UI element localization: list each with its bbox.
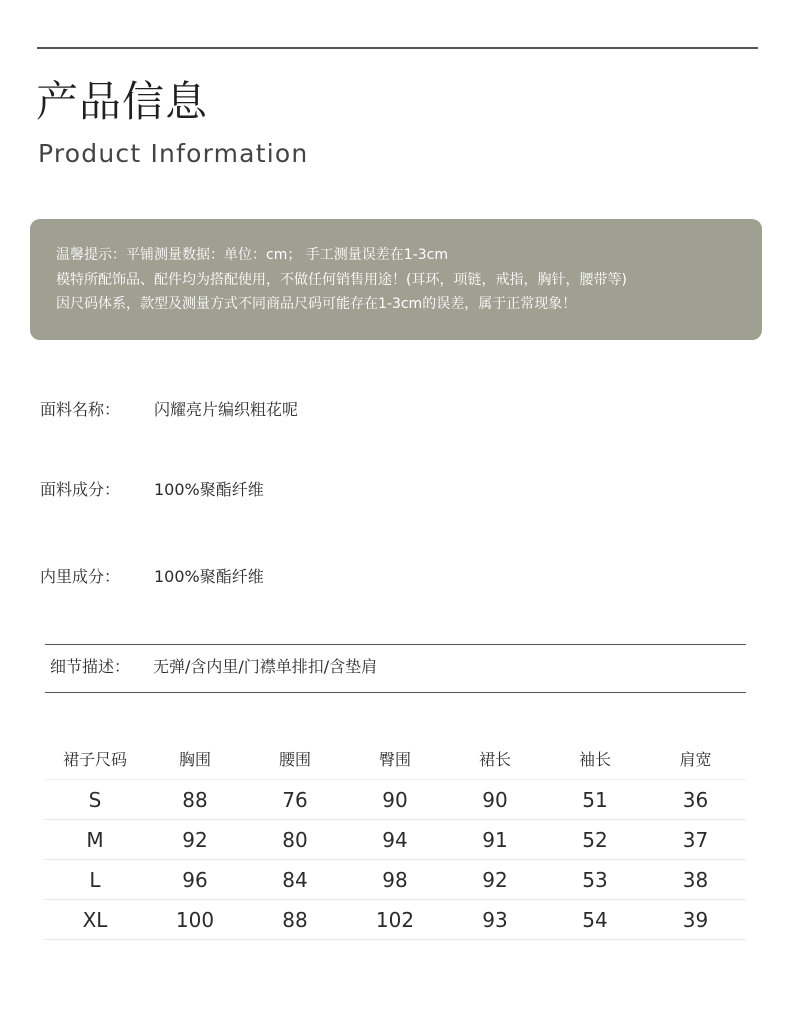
header-cell: 裙长 <box>478 750 511 769</box>
details-value: 无弹/含内里/门襟单排扣/含垫肩 <box>153 657 378 676</box>
lining-composition-label: 内里成分： <box>40 567 121 586</box>
table-cell: L <box>89 868 101 892</box>
fabric-name-label: 面料名称： <box>40 400 121 419</box>
table-cell: 76 <box>282 788 308 812</box>
header-cell: 臀围 <box>378 750 411 769</box>
table-row <box>45 820 746 860</box>
notice-line-1: 温馨提示：平铺测量数据：单位：cm； 手工测量误差在1-3cm <box>56 247 448 263</box>
size-table-header <box>45 740 746 780</box>
header-cell: 袖长 <box>578 750 611 769</box>
details-top-divider <box>45 644 746 645</box>
table-cell: 102 <box>375 908 415 932</box>
table-cell: 88 <box>282 908 308 932</box>
notice-line-2: 模特所配饰品、配件均为搭配使用，不做任何销售用途！(耳环，项链，戒指，胸针，腰带等) <box>56 272 627 288</box>
table-cell: 52 <box>582 828 608 852</box>
table-cell: 98 <box>382 868 408 892</box>
notice-box <box>30 219 762 340</box>
table-cell: 91 <box>482 828 508 852</box>
header-cell: 胸围 <box>178 750 211 769</box>
header-cell: 裙子尺码 <box>62 750 127 769</box>
notice-line-3: 因尺码体系，款型及测量方式不同商品尺码可能存在1-3cm的误差，属于正常现象！ <box>56 296 577 312</box>
table-cell: 54 <box>582 908 608 932</box>
table-cell: 92 <box>482 868 508 892</box>
table-cell: 100 <box>175 908 215 932</box>
table-cell: 38 <box>682 868 709 892</box>
page-title: 产品信息 <box>36 77 209 126</box>
table-cell: 36 <box>682 788 709 812</box>
header-cell: 肩宽 <box>679 750 712 769</box>
table-cell: 93 <box>482 908 508 932</box>
table-cell: S <box>88 788 102 812</box>
table-cell: 94 <box>382 828 408 852</box>
table-cell: 84 <box>282 868 308 892</box>
table-row <box>45 860 746 900</box>
table-cell: 88 <box>182 788 208 812</box>
table-cell: XL <box>82 908 108 932</box>
page-subtitle: Product Information <box>38 139 309 168</box>
table-cell: M <box>86 828 104 852</box>
table-row <box>45 780 746 820</box>
top-divider <box>37 47 758 49</box>
table-row <box>45 900 746 940</box>
table-cell: 96 <box>182 868 208 892</box>
size-table <box>45 740 746 940</box>
details-label: 细节描述： <box>50 657 131 676</box>
table-cell: 90 <box>382 788 408 812</box>
fabric-name-value: 闪耀亮片编织粗花呢 <box>154 400 299 419</box>
table-cell: 80 <box>282 828 308 852</box>
table-cell: 90 <box>482 788 508 812</box>
table-cell: 51 <box>582 788 608 812</box>
lining-composition-value: 100%聚酯纤维 <box>154 567 264 586</box>
table-cell: 92 <box>182 828 208 852</box>
fabric-composition-label: 面料成分： <box>40 480 121 499</box>
fabric-composition-value: 100%聚酯纤维 <box>154 480 264 499</box>
table-cell: 37 <box>682 828 709 852</box>
details-row <box>50 655 378 679</box>
header-cell: 腰围 <box>278 750 311 769</box>
table-cell: 39 <box>682 908 709 932</box>
details-bottom-divider <box>45 692 746 693</box>
table-cell: 53 <box>582 868 608 892</box>
